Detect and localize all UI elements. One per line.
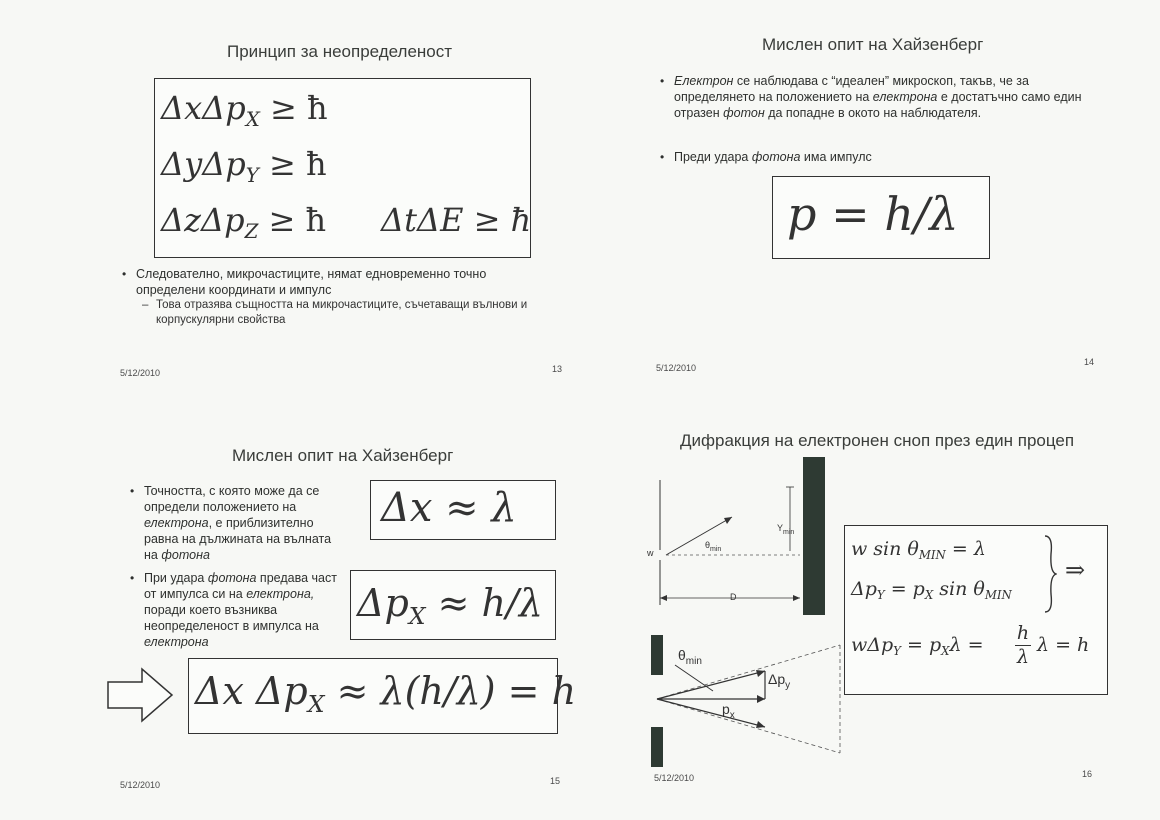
eq-sin-theta: w $\sin \theta_{MIN} = \lambda$ bbox=[851, 538, 986, 563]
ymin-label: $Y_{min}$ bbox=[777, 523, 795, 536]
diffraction-equations-box bbox=[844, 525, 1108, 695]
slide-number: 13 bbox=[552, 364, 563, 374]
slide-title: Мислен опит на Хайзенберг bbox=[762, 35, 984, 54]
formula-dp: $\Delta p_X \approx h/\lambda$ bbox=[357, 581, 543, 631]
formula-x: ΔxΔp$_X$ ≥ ħ bbox=[161, 89, 328, 131]
bullet-dot: • bbox=[660, 150, 665, 164]
slide-number: 14 bbox=[1084, 357, 1095, 367]
delta-py-label: $\Delta p_y$ bbox=[768, 671, 791, 691]
bullet-conclusion: • Следователно, микрочастиците, нямат едновременно точно определени координати и импулс bbox=[122, 267, 487, 297]
subbullet-nature: – Това отразява същността на микрочастиците, съчетаващи вълнови и корпускулярни свойства bbox=[142, 299, 528, 326]
photon-momentum-formula-box bbox=[772, 176, 990, 259]
position-formula-box bbox=[370, 480, 556, 540]
slide-title: Принцип за неопределеност bbox=[227, 42, 453, 61]
eq-fraction: h λ bbox=[1016, 622, 1030, 668]
implies-arrow-icon bbox=[106, 666, 174, 724]
slide-16 bbox=[590, 415, 1150, 815]
formula-z: ΔzΔp$_Z$ ≥ ħ bbox=[161, 201, 327, 243]
momentum-cone-diagram bbox=[645, 625, 845, 775]
theta-min-label: $\theta_{min}$ bbox=[705, 540, 722, 553]
bullet-dot: • bbox=[122, 267, 127, 281]
slide-15 bbox=[20, 420, 580, 820]
momentum-formula-box bbox=[350, 570, 556, 640]
px-label: $p_x$ bbox=[722, 701, 735, 721]
uncertainty-formula-box bbox=[154, 78, 531, 258]
formula-t: ΔtΔE ≥ ħ bbox=[381, 201, 532, 239]
brace-icon bbox=[1043, 534, 1057, 614]
formula-y: ΔyΔp$_Y$ ≥ ħ bbox=[161, 145, 327, 187]
eq-result: λ = h bbox=[1037, 634, 1090, 656]
slide-title: Мислен опит на Хайзенберг bbox=[232, 446, 454, 465]
bullet-photon-momentum: • Преди удара фотона има импулс bbox=[660, 150, 872, 164]
eq-product: $w\Delta p_Y = p_X\lambda$ = bbox=[851, 634, 984, 659]
theta-min-label-2: $\theta_{min}$ bbox=[678, 647, 702, 667]
bullet-dot: • bbox=[130, 571, 135, 585]
slide-date: 5/12/2010 bbox=[120, 368, 161, 378]
distance-label: D bbox=[730, 592, 737, 602]
formula-dx: Δx ≈ λ bbox=[381, 485, 517, 531]
slide-title: Дифракция на електронен сноп през един процеп bbox=[680, 431, 1075, 450]
bullet-position-precision: • Точността, с която може да се определи положението на електрона, е приблизително равна на дължината на вълната на фотона bbox=[130, 484, 332, 562]
slide-14 bbox=[590, 5, 1150, 405]
eq-delta-py: $\Delta p_Y = p_X$ $\sin \theta_{MIN}$ bbox=[851, 578, 1012, 603]
formula-p: p = h/λ bbox=[787, 187, 959, 241]
slide-13 bbox=[20, 10, 580, 410]
bullet-momentum-transfer: • При удара фотона предава част от импулса си на електрона, поради което възниква неопределеност в импулса на електрона bbox=[130, 571, 337, 649]
slide-number: 15 bbox=[550, 776, 561, 786]
result-formula-box bbox=[188, 658, 577, 734]
slide-number: 16 bbox=[1082, 769, 1093, 779]
slit-width-label: w bbox=[647, 548, 654, 558]
slide-date: 5/12/2010 bbox=[654, 773, 695, 783]
bullet-dot: • bbox=[130, 484, 135, 498]
bullet-dot: • bbox=[660, 74, 665, 88]
single-slit-diagram bbox=[640, 455, 840, 620]
slide-date: 5/12/2010 bbox=[656, 363, 697, 373]
implies-symbol: ⇒ bbox=[1065, 556, 1086, 584]
bullet-electron-microscope: • Електрон се наблюдава с “идеален” микроскоп, такъв, че за определянето на положението на електрона е достатъчно само един отразен фотон да попадне в окото на наблюдателя. bbox=[660, 74, 1082, 120]
slide-date: 5/12/2010 bbox=[120, 780, 161, 790]
formula-result: Δx $\Delta p_X \approx \lambda(h/\lambda) = h$ bbox=[195, 669, 577, 719]
